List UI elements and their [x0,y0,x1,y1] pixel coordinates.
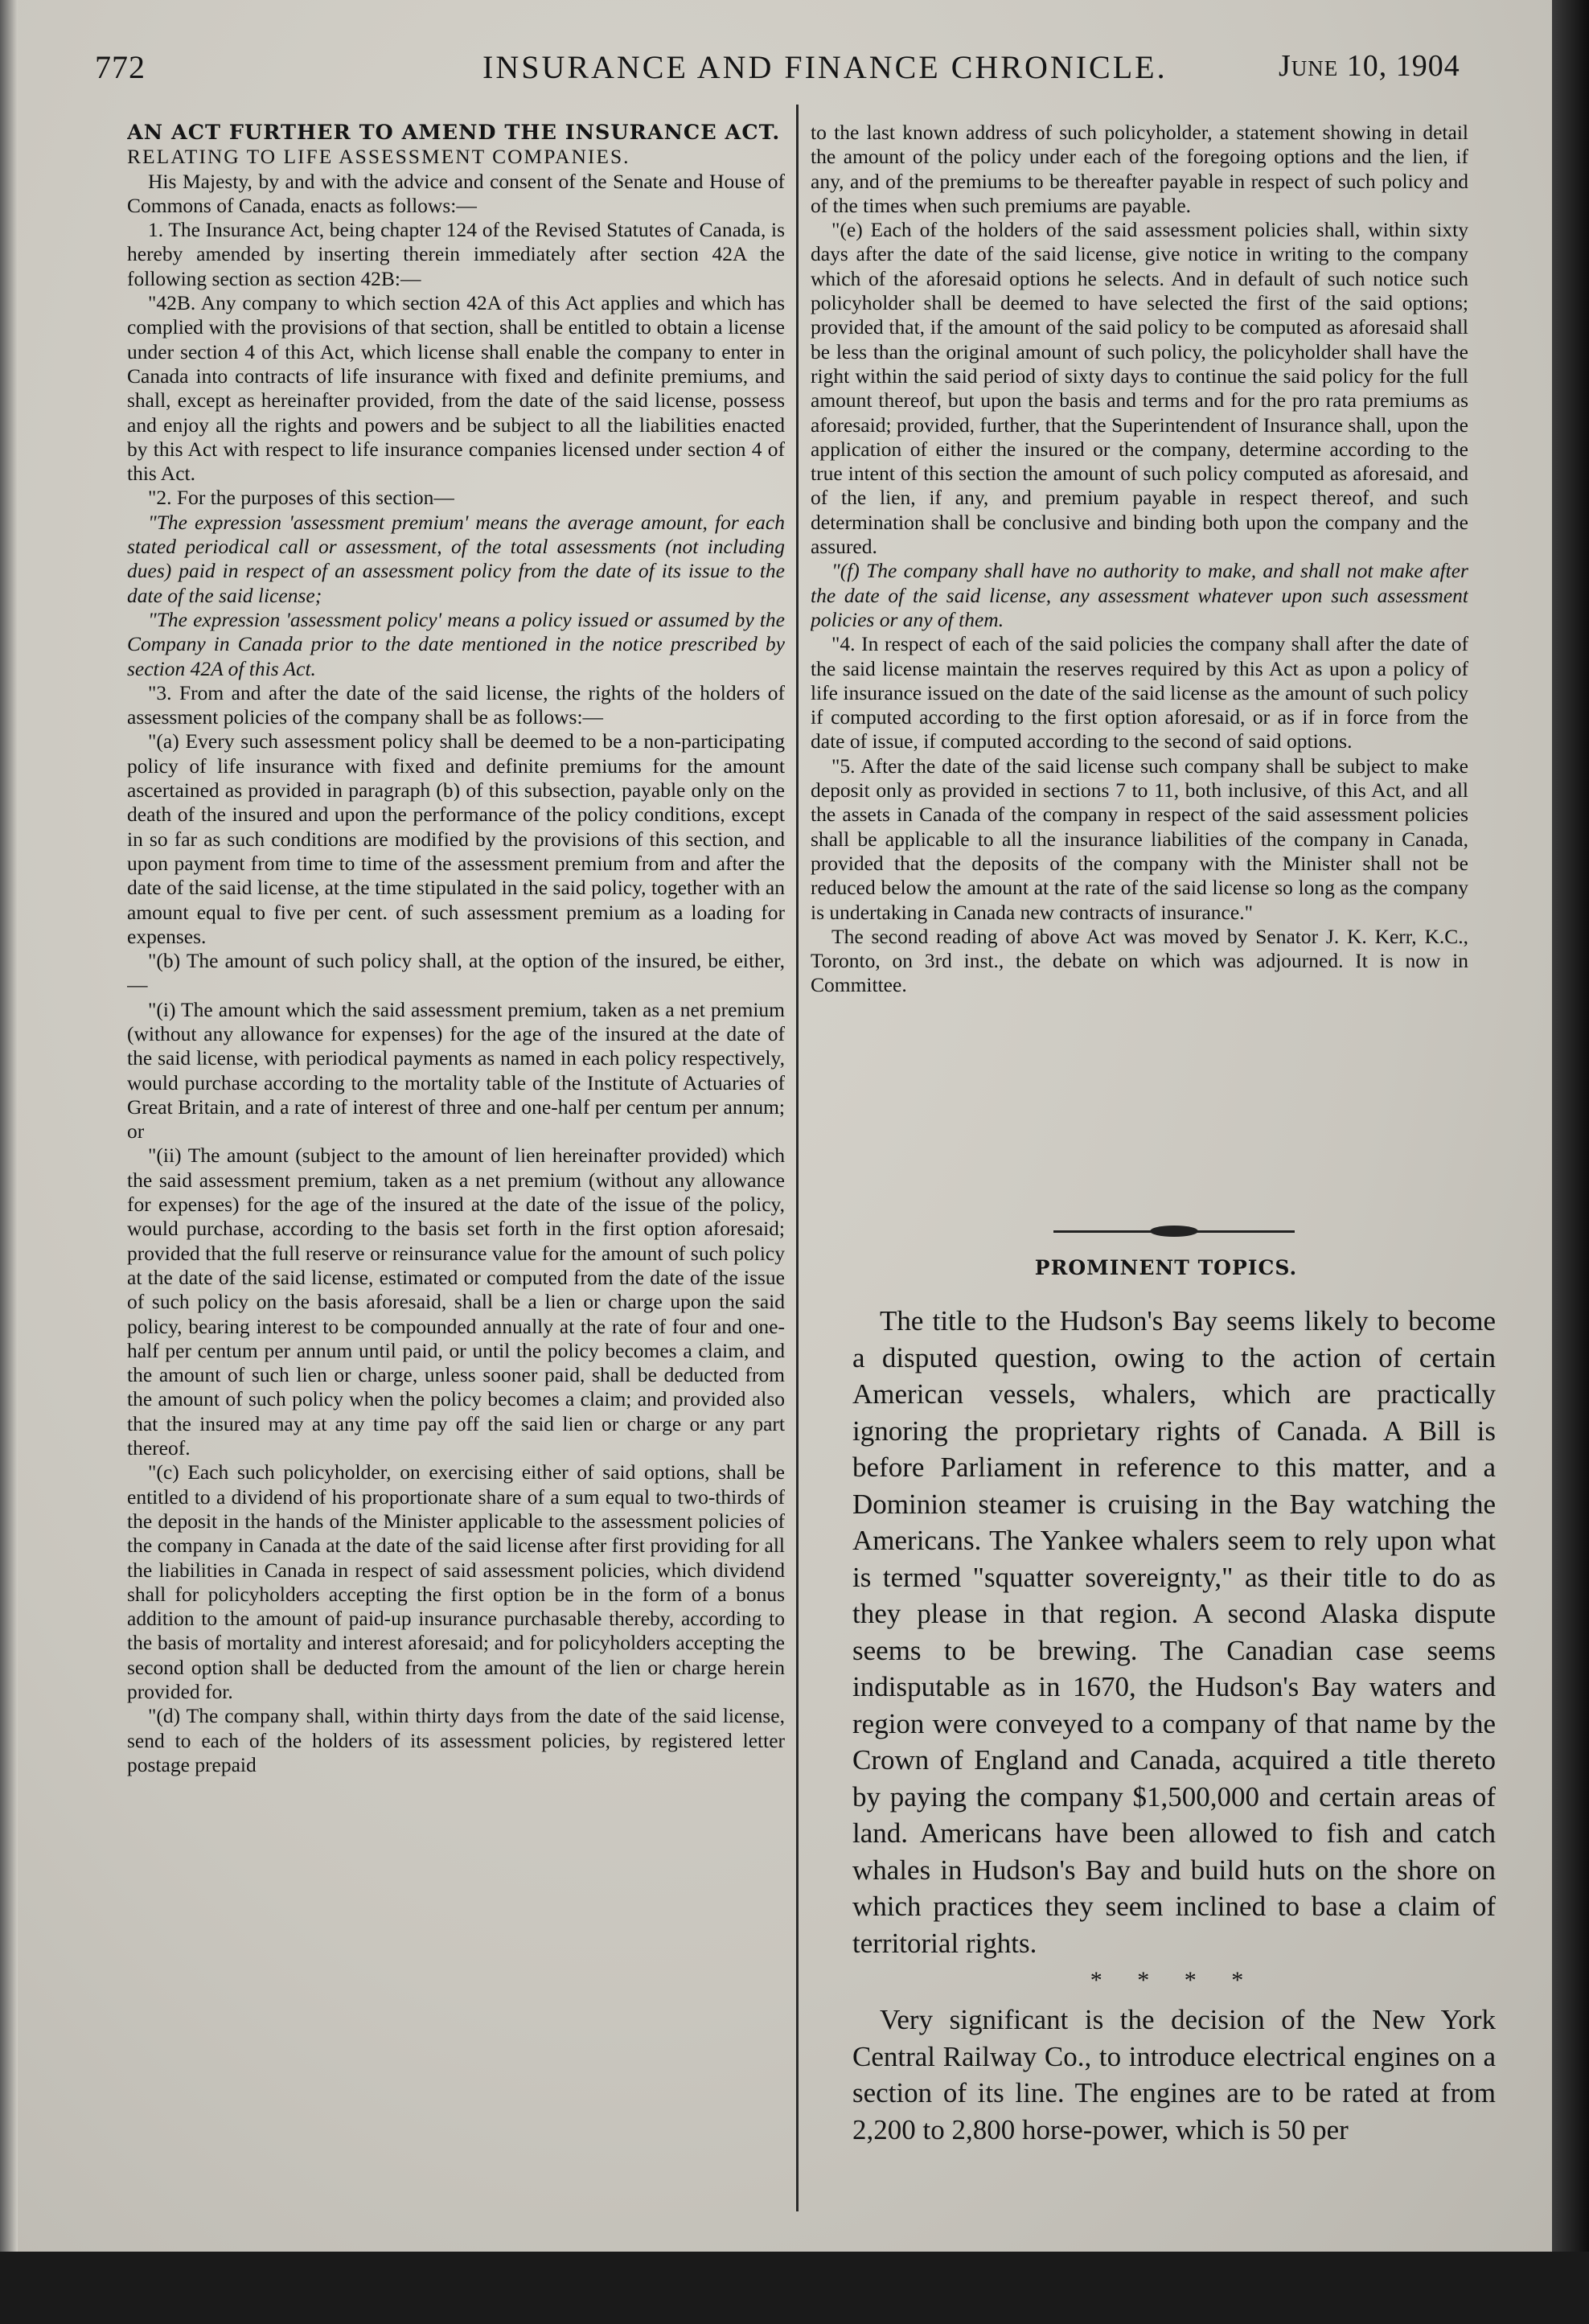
article-paragraph: "The expression 'assessment policy' means a policy issued or assumed by the Company in Canada prior to the date mentioned in the notice prescribed by section 42A of this Act. [127,607,785,680]
article-paragraph: to the last known address of such policyholder, a statement showing in detail the amount of the policy under each of the foregoing options and the lien, if any, and of the premiums to be thereafter payable in respect of such policy and of the times when such premiums are payable. [811,121,1468,217]
topics-column [852,1303,1496,2324]
column-divider [796,105,799,2211]
article-paragraph: The second reading of above Act was moved by Senator J. K. Kerr, K.C., Toronto, on 3rd inst., the debate on which was adjourned. It is now in Committee. [811,924,1468,997]
section-ornament [1053,1226,1295,1237]
topics-separator: * * * * [1090,1967,1258,1993]
article-title: AN ACT FURTHER TO AMEND THE INSURANCE ACT. [127,121,781,145]
article-paragraph: "(f) The company shall have no authority to make, and shall not make after the date of the said license, any assessment whatever upon such assessment policies or any of them. [811,559,1468,631]
article-right-column [811,121,1468,1158]
article-paragraph: "(d) The company shall, within thirty days from the date of the said license, send to each of the holders of its assessment policies, by registered letter postage prepaid [127,1704,785,1776]
issue-date: June 10, 1904 [1279,49,1460,83]
page-header [0,48,1552,96]
article-paragraph: "(e) Each of the holders of the said assessment policies shall, within sixty days after the date of the said license, give notice in writing to the company which of the aforesaid options he selects. And in default of such notice such policyholder shall be deemed to have selected the first of the said options; provided that, if the amount of the said policy to be computed as aforesaid shall be less than the original amount of such policy, the policyholder shall have the right within the said period of sixty days to continue the said policy for the full amount thereof, but upon the basis and terms and for the pro rata premiums as aforesaid; provided, further, that the Superintendent of Insurance shall, upon the application of either the insured or the company, determine according to the true intent of this section the amount of such policy computed as aforesaid, and of the lien, if any, and premium payable in respect thereof, and such determination shall be conclusive and binding both upon the company and the assured. [811,218,1468,559]
article-paragraph: "The expression 'assessment premium' means the average amount, for each stated periodical call or assessment, of the total assessments (not including dues) paid in respect of an assessment policy from the date of its issue to the date of the said license; [127,510,785,607]
article-paragraph: "3. From and after the date of the said license, the rights of the holders of assessment policies of the company shall be as follows:— [127,680,785,729]
article-paragraph: "(i) The amount which the said assessment premium, taken as a net premium (without any allowance for expenses) for the age of the insured at the date of the said license, with periodical payments as named in each policy respectively, would purchase according to the mortality table of the Institute of Actuaries of Great Britain, and a rate of interest of three and one-half per centum per annum; or [127,997,785,1144]
page-number: 772 [95,49,146,85]
article-paragraph: "2. For the purposes of this section— [148,486,454,510]
article-paragraph: "4. In respect of each of the said policies the company shall after the date of the said license maintain the reserves required by this Act as upon a policy of life insurance issued on the date of the said license as the amount of such policy if computed according to the first option aforesaid, or as if in force from the date of issue, if computed according to the second of said options. [811,632,1468,753]
article-paragraph: "(b) The amount of such policy shall, at the option of the insured, be either,— [127,949,785,997]
topics-paragraph: The title to the Hudson's Bay seems likely to become a disputed question, owing to the action of certain American vessels, whalers, which are practically ignoring the proprietary rights of Canada. A Bill is before Parliament in reference to this matter, and a Dominion steamer is cruising in the Bay watching the Americans. The Yankee whalers seem to rely upon what is termed "squatter sovereignty," as their title to do as they please in that region. A second Alaska dispute seems to be brewing. The Canadian case seems indisputable as in 1670, the Hudson's Bay waters and region were conveyed to a company of that name by the Crown of England and Canada, acquired a title thereto by paying the company $1,500,000 and certain areas of land. Americans have been allowed to fish and catch whales in Hudson's Bay and build huts on the shore on which practices they seem inclined to base a claim of territorial rights. [852,1305,1496,1959]
article-paragraph: "(a) Every such assessment policy shall be deemed to be a non-participating policy of life insurance with fixed and definite premiums for the amount ascertained as provided in paragraph (b) of this subsection, payable only on the death of the insured and upon the performance of the policy conditions, except in so far as such conditions are modified by the provisions of this section, and upon payment from time to time of the assessment premium from and after the date of the said license, at the time stipulated in the said policy, together with an amount equal to five per cent. of such assessment premium as a loading for expenses. [127,729,785,948]
article-subtitle: RELATING TO LIFE ASSESSMENT COMPANIES. [127,145,630,169]
topics-heading: PROMINENT TOPICS. [1034,1256,1298,1279]
page-left-shadow [0,0,18,2252]
article-paragraph: "(ii) The amount (subject to the amount of lien hereinafter provided) which the said assessment premium, taken as a net premium (without any allowance for expenses) for the age of the insured at the date of the issue of the policy, would purchase, according to the basis set forth in the first option aforesaid; provided that the full reserve or reinsurance value for the amount of such policy at the date of the said license, estimated or computed from the date of the issue of such policy on the basis aforesaid, shall be a lien or charge upon the said policy, bearing interest to be compounded annually at the rate of four and one-half per centum per annum until paid, or until the policy becomes a claim, and the amount of such lien or charge, unless sooner paid, shall be deducted from the amount of such policy when the policy becomes a claim; and provided also that the insured may at any time pay off the said lien or charge or any part thereof. [127,1144,785,1460]
article-paragraph: His Majesty, by and with the advice and consent of the Senate and House of Commons of Canada, enacts as follows:— [127,169,785,217]
article-left-column [127,121,785,2195]
article-paragraph: "42B. Any company to which section 42A of this Act applies and which has complied with the provisions of that section, shall be entitled to obtain a license under section 4 of this Act, which license shall enable the company to enter in Canada into contracts of life insurance with fixed and definite premiums, and shall, except as hereinafter provided, from the date of the said license, possess and enjoy all the rights and powers and be subject to all the liabilities enacted by this Act with respect to life insurance companies licensed under section 4 of this Act. [127,291,785,486]
article-paragraph: "5. After the date of the said license such company shall be subject to make deposit only as provided in sections 7 to 11, both inclusive, of this Act, and all the assets in Canada of the company in respect of the said assessment policies shall be applicable to all the insurance liabilities of the company in Canada, provided that the deposits of the company with the Minister shall not be reduced below the amount at the rate of the said license so long as the company is undertaking in Canada new contracts of insurance." [811,753,1468,924]
page-right-shadow [1552,0,1589,2252]
publication-title: INSURANCE AND FINANCE CHRONICLE. [482,49,1168,85]
topics-paragraph: Very significant is the decision of the New York Central Railway Co., to introduce electrical engines on a section of its line. The engines are to be rated at from 2,200 to 2,800 horse-power, which is 50 per [852,2004,1496,2145]
article-paragraph: 1. The Insurance Act, being chapter 124 of the Revised Statutes of Canada, is hereby amended by inserting therein immediately after section 42A the following section as section 42B:— [127,218,785,290]
article-paragraph: "(c) Each such policyholder, on exercising either of said options, shall be entitled to a dividend of his proportionate share of a sum equal to two-thirds of the deposit in the hands of the Minister applicable to the assessment policies of the company in Canada at the date of the said license after first providing for all the liabilities in Canada in respect of said assessment policies, which dividend shall for policyholders accepting the first option be in the form of a bonus addition to the amount of paid-up insurance purchasable thereby, according to the basis of mortality and interest aforesaid; and for policyholders accepting the second option shall be deducted from the amount of the lien or charge herein provided for. [127,1460,785,1703]
